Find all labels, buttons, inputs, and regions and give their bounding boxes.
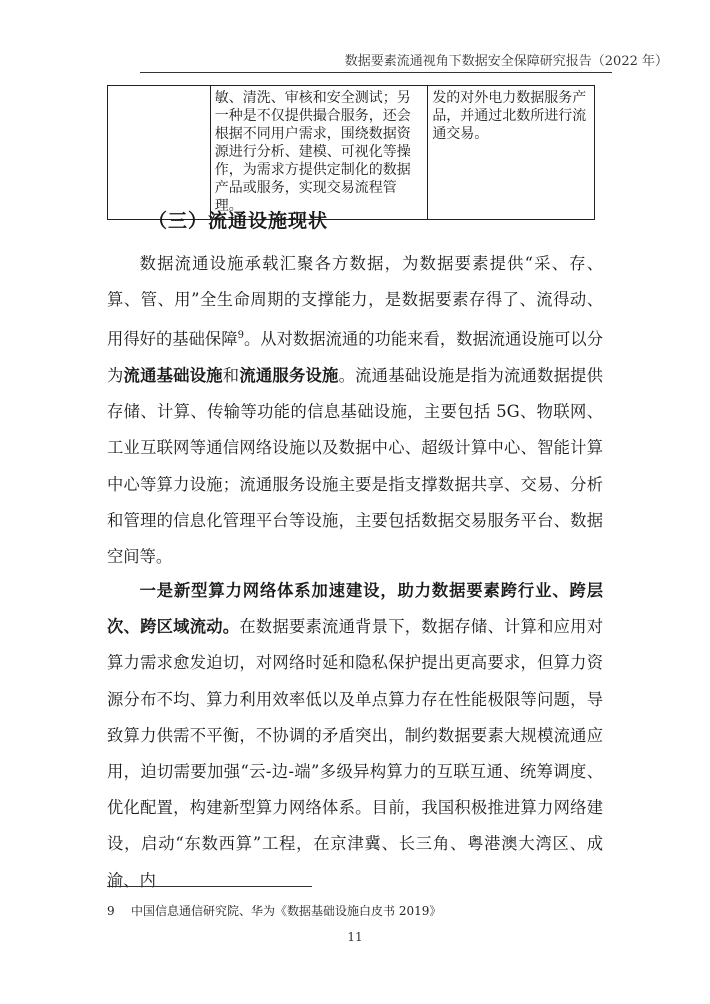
paragraph2-lead: 一是新型算力网络体系加速建设，助力数据要素跨行业、跨层次、跨区域流动。 (107, 581, 603, 637)
running-header-title: 数据要素流通视角下数据安全保障研究报告（2022 年） (344, 54, 668, 69)
footnote (107, 902, 441, 919)
paragraph1-text-b: 。从对数据流通的功能来看，数据流通设施可以分为 (107, 329, 603, 386)
footnote-reference: 9 (237, 330, 244, 342)
footnote-rule (107, 886, 312, 887)
paragraph1-conjunction: 和 (222, 366, 240, 386)
section-heading: （三）流通设施现状 (148, 210, 329, 232)
paragraph1-text-a: 数据流通设施承载汇聚各方数据，为数据要素提供“采、存、算、管、用”全生命周期的支撑能力，是数据要素存得了、流得动、用得好的基础保障 (107, 254, 603, 349)
term-service-facilities: 流通服务设施 (239, 366, 339, 386)
table-cell-empty (108, 86, 211, 220)
paragraph2-text: 在数据要素流通背景下，数据存储、计算和应用对算力需求愈发迫切，对网络时延和隐私保护提出更高要求，但算力资源分布不均、算力利用效率低以及单点算力存在性能极限等问题，导致算力供需不平衡，不协调的矛盾突出，制约数据要素大规模流通应用，迫切需要加强“云-边-端”多级异构算力的互联互通、统筹调度、优化配置，构建新型算力网络体系。目前，我国积极推进算力网络建设，启动“东数西算”工程，在京津冀、长三角、粤港澳大湾区、成渝、内 (107, 617, 603, 890)
page-number: 11 (347, 930, 363, 944)
table-cell-case: 发的对外电力数据服务产品，并通过北数所进行流通交易。 (428, 86, 595, 220)
footnote-number: 9 (107, 904, 115, 918)
term-infrastructure: 流通基础设施 (123, 366, 223, 386)
header-rule (140, 72, 612, 73)
table-cell-description: 敏、清洗、审核和安全测试；另一种是不仅提供撮合服务，还会根据不同用户需求，围绕数据资源进行分析、建模、可视化等操作，为需求方提供定制化的数据产品或服务，实现交易流程管理。 (210, 86, 428, 220)
paragraph-computing-network (107, 573, 603, 899)
continued-table (107, 85, 595, 220)
paragraph1-text-c: 。流通基础设施是指为流通数据提供存储、计算、传输等功能的信息基础设施，主要包括 5G、物联网、工业互联网等通信网络设施以及数据中心、超级计算中心、智能计算中心等算力设施；流通服务设施主要是指支撑数据共享、交易、分析和管理的信息化管理平台等设施，主要包括数据交易服务平台、数据空间等。 (107, 366, 603, 567)
paragraph-circulation-facilities (107, 246, 603, 575)
table-row (108, 86, 595, 220)
footnote-text: 中国信息通信研究院、华为《数据基础设施白皮书 2019》 (131, 904, 442, 918)
